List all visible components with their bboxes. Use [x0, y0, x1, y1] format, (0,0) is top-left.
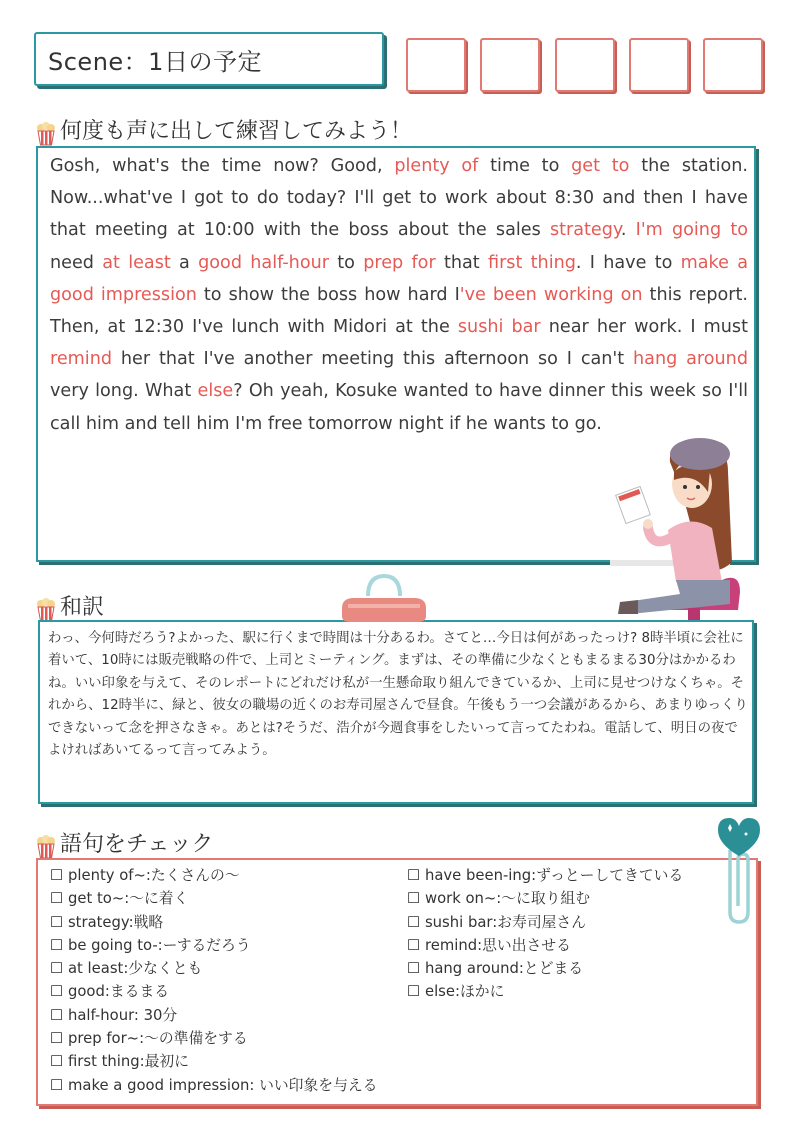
- highlighted-phrase: at least: [102, 252, 171, 273]
- passage-text: time to: [478, 156, 572, 176]
- heart-paperclip-icon: [712, 816, 766, 926]
- highlighted-phrase: plenty of: [394, 156, 479, 176]
- vocab-item[interactable]: ☐ plenty of~:たくさんの～: [50, 867, 240, 884]
- highlighted-phrase: prep for: [363, 252, 436, 273]
- vocab-item[interactable]: ☐ get to~:～に着く: [50, 890, 189, 908]
- highlighted-phrase: first thing: [487, 252, 576, 273]
- highlighted-phrase: make a good impression: [50, 252, 749, 305]
- scene-title: Scene：1日の予定: [48, 48, 262, 76]
- vocab-item[interactable]: ☐ remind:思い出させる: [407, 936, 571, 954]
- passage-text: to show the boss how hard I: [196, 284, 460, 305]
- popcorn-icon: [36, 598, 56, 622]
- vocab-item[interactable]: ☐ good:まるまる: [50, 983, 170, 1001]
- passage-text: to: [328, 252, 364, 273]
- girl-reading-illustration: [590, 432, 760, 622]
- highlighted-phrase: sushi bar: [457, 317, 541, 338]
- practice-heading-row: [36, 114, 412, 146]
- passage-text: the station. Now...what've I got to do today? I'll get to work about 8:30 and then I have that meeting at 10:00 with the boss about the sales: [50, 156, 748, 241]
- highlighted-phrase: remind: [50, 349, 113, 370]
- vocab-heading-row: [36, 827, 213, 859]
- translation-heading: 和訳: [60, 595, 105, 620]
- translation-heading-row: [36, 590, 104, 622]
- passage-text: need: [50, 252, 103, 273]
- vocab-item[interactable]: ☐ sushi bar:お寿司屋さん: [407, 913, 587, 931]
- study-check-box[interactable]: [555, 38, 615, 92]
- passage-text: .: [620, 220, 636, 241]
- vocab-item[interactable]: ☐ first thing:最初に: [50, 1053, 190, 1071]
- highlighted-phrase: strategy: [549, 220, 621, 241]
- highlighted-phrase: hang around: [633, 349, 748, 370]
- practice-passage: [50, 150, 748, 440]
- passage-text: her that I've another meeting this afternoon so I can't: [112, 349, 634, 370]
- vocab-item[interactable]: ☐ make a good impression: いい印象を与える: [50, 1076, 378, 1094]
- study-check-box[interactable]: [480, 38, 540, 92]
- vocab-item[interactable]: ☐ at least:少なくとも: [50, 960, 203, 978]
- passage-text: near her work. I must: [540, 317, 748, 338]
- popcorn-icon: [36, 835, 56, 859]
- passage-text: that: [435, 252, 488, 273]
- vocab-list-right: [407, 864, 683, 1004]
- passage-text: a: [170, 252, 199, 273]
- passage-text: ? Oh yeah, Kosuke wanted to have dinner this week so I'll call him and tell him I'm free tomorrow night if he wants to go.: [50, 381, 749, 434]
- vocab-item[interactable]: ☐ work on~:～に取り組む: [407, 890, 591, 908]
- highlighted-phrase: 've been working on: [459, 284, 643, 305]
- vocab-list-left: [50, 864, 377, 1097]
- highlighted-phrase: I'm going to: [635, 220, 748, 241]
- study-check-box[interactable]: [406, 38, 466, 92]
- binder-clip-icon: [338, 574, 430, 626]
- highlighted-phrase: good half-hour: [198, 252, 329, 273]
- highlighted-phrase: else: [197, 381, 234, 402]
- popcorn-icon: [36, 122, 56, 146]
- study-check-box[interactable]: [629, 38, 689, 92]
- passage-text: . I have to: [575, 252, 681, 273]
- passage-text: Gosh, what's the time now? Good,: [50, 156, 395, 176]
- vocab-item[interactable]: ☐ be going to-:ーするだろう: [50, 936, 251, 954]
- vocab-item[interactable]: ☐ hang around:とどまる: [407, 960, 584, 978]
- study-check-box[interactable]: [703, 38, 763, 92]
- vocab-item[interactable]: ☐ prep for~:～の準備をする: [50, 1030, 248, 1048]
- translation-text: わっ、今何時だろう?よかった、駅に行くまで時間は十分あるわ。さてと…今日は何があったっけ? 8時半頃に会社に着いて、10時には販売戦略の件で、上司とミーティング。まずは、その準備に少なくともまるまる30分はかかるわね。いい印象を与えて、そのレポートにどれだけ私が一生懸命取り組んできているか、上司に見せつけなくちゃ。それから、12時半に、緑と、彼女の職場の近くのお寿司屋さんで昼食。午後もう一つ会議があるから、あまりゆっくりできないって念を押さなきゃ。あとは?そうだ、浩介が今週食事をしたいって言ってたわね。電話して、明日の夜でよければあいてるって言ってみよう。: [48, 631, 748, 759]
- passage-text: this report. Then, at 12:30 I've lunch with Midori at the: [50, 284, 749, 338]
- vocab-item[interactable]: ☐ half-hour: 30分: [50, 1006, 178, 1024]
- vocab-item[interactable]: ☐ else:ほかに: [407, 983, 505, 1001]
- vocab-item[interactable]: ☐ strategy:戦略: [50, 913, 164, 931]
- vocab-heading: 語句をチェック: [60, 832, 214, 857]
- passage-text: very long. What: [50, 381, 198, 402]
- vocab-item[interactable]: ☐ have been-ing:ずっとーしてきている: [407, 867, 684, 884]
- highlighted-phrase: get to: [571, 156, 630, 176]
- practice-heading: 何度も声に出して練習してみよう！: [60, 119, 413, 144]
